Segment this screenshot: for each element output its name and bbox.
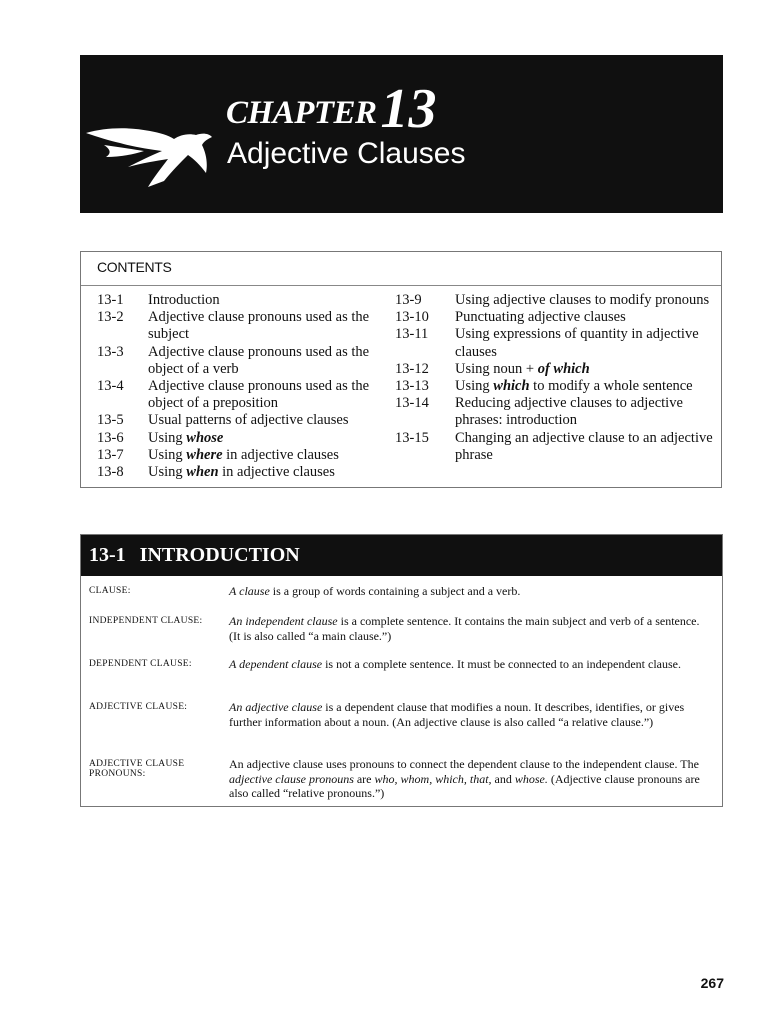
toc-text: Punctuating adjective clauses (455, 309, 626, 326)
toc-text-post: to modify a whole sentence (529, 378, 693, 395)
definition-term: ADJECTIVE CLAUSE: (89, 702, 188, 712)
toc-number: 13-1 (97, 292, 124, 308)
chapter-number: 13 (380, 78, 437, 140)
section-title: INTRODUCTION (139, 544, 300, 566)
toc-number: 13-11 (395, 326, 429, 343)
introduction-section (80, 534, 723, 807)
toc-keyword: of which (537, 360, 590, 377)
toc-text (455, 361, 715, 378)
toc-number: 13-13 (395, 378, 429, 395)
toc-text-pre: Using (148, 464, 187, 481)
toc-keyword: which (493, 378, 530, 395)
toc-text: Adjective clause pronouns used as the object of a preposition (148, 378, 370, 412)
definition-row (89, 584, 717, 599)
chapter-word: CHAPTER (226, 95, 377, 131)
chapter-banner (80, 55, 723, 213)
definition-row (89, 757, 717, 801)
definition-italic: A clause (229, 584, 270, 598)
definition-row (89, 700, 717, 729)
toc-item (395, 326, 715, 360)
contents-heading: CONTENTS (81, 252, 721, 286)
toc-number: 13-4 (97, 378, 124, 395)
toc-text: Adjective clause pronouns used as the object of a verb (148, 343, 370, 377)
definition-text-part: (Adjective clause pronouns are also called “relative pronouns.”) (229, 771, 700, 800)
toc-item (395, 378, 715, 395)
definition-term (89, 757, 229, 801)
toc-item (395, 430, 715, 464)
definition-text (229, 757, 717, 801)
definition-rest: is a group of words containing a subject and a verb. (269, 584, 521, 598)
toc-item (395, 361, 715, 378)
toc-text (148, 430, 397, 447)
definition-term: INDEPENDENT CLAUSE: (89, 616, 203, 626)
definition-italic: adjective clause pronouns (229, 771, 354, 786)
toc-item (97, 292, 397, 309)
toc-text (148, 464, 397, 481)
definition-text (229, 657, 717, 672)
toc-number: 13-15 (395, 429, 429, 446)
definition-term-line: PRONOUNS: (89, 769, 146, 779)
definition-text-part: and (491, 771, 515, 786)
toc-text: Using expressions of quantity in adjective clauses (455, 326, 699, 360)
definition-text (229, 700, 717, 729)
definition-italic: A dependent clause (229, 657, 323, 671)
toc-item (97, 309, 397, 343)
definition-italic: who, whom, which, that, (374, 771, 492, 786)
toc-text-pre: Using noun + (455, 360, 538, 377)
section-number: 13-1 (89, 544, 126, 566)
chapter-heading (226, 73, 437, 140)
toc-item (97, 412, 397, 429)
definition-term: DEPENDENT CLAUSE: (89, 659, 192, 669)
contents-left-column (97, 292, 397, 481)
section-heading (81, 535, 722, 576)
definition-row (89, 657, 717, 672)
toc-number: 13-2 (97, 309, 124, 326)
toc-number: 13-14 (395, 395, 429, 412)
definition-rest: is not a complete sentence. It must be connected to an independent clause. (322, 657, 681, 671)
toc-item (97, 447, 397, 464)
definition-italic: whose. (514, 771, 548, 786)
swallow-bird-icon (84, 91, 220, 187)
toc-item (395, 395, 715, 429)
definition-text-part: are (353, 771, 375, 786)
toc-text: Using adjective clauses to modify pronouns (455, 292, 710, 308)
toc-item (97, 430, 397, 447)
toc-text-pre: Using (148, 429, 187, 446)
toc-item (395, 309, 715, 326)
toc-item (395, 292, 715, 309)
toc-text (148, 447, 397, 464)
toc-text: Reducing adjective clauses to adjective phrases: introduction (455, 395, 683, 429)
toc-text: Changing an adjective clause to an adjective phrase (455, 429, 713, 463)
definition-text (229, 584, 717, 599)
toc-number: 13-5 (97, 412, 124, 429)
toc-item (97, 378, 397, 412)
definition-italic: An independent clause (229, 614, 338, 628)
toc-item (97, 344, 397, 378)
chapter-title: Adjective Clauses (227, 137, 466, 170)
definition-term: CLAUSE: (89, 586, 131, 596)
toc-keyword: where (186, 446, 223, 463)
definition-term-line: ADJECTIVE CLAUSE (89, 759, 185, 769)
toc-item (97, 464, 397, 481)
definition-italic: An adjective clause (229, 700, 323, 714)
toc-number: 13-3 (97, 343, 124, 360)
toc-keyword: when (186, 464, 219, 481)
toc-number: 13-7 (97, 446, 124, 463)
definition-row (89, 614, 717, 643)
page-number: 267 (700, 975, 724, 991)
toc-text: Adjective clause pronouns used as the subject (148, 309, 370, 343)
toc-number: 13-6 (97, 429, 124, 446)
toc-text: Usual patterns of adjective clauses (148, 412, 349, 429)
toc-text-pre: Using (455, 378, 494, 395)
toc-text (455, 378, 715, 395)
definition-rest: is a complete sentence. It contains the main subject and verb of a sentence. (It is also called “a main clause.”) (229, 614, 700, 643)
toc-text-pre: Using (148, 446, 187, 463)
definition-rest: is a dependent clause that modifies a noun. It describes, identifies, or gives further information about a noun. (An adjective clause is also called “a relative clause.”) (229, 700, 685, 729)
definition-text (229, 614, 717, 643)
toc-number: 13-9 (395, 292, 422, 308)
toc-text-post: in adjective clauses (222, 446, 339, 463)
toc-keyword: whose (186, 429, 224, 446)
toc-number: 13-8 (97, 464, 124, 481)
definition-text-part: An adjective clause uses pronouns to connect the dependent clause to the independent clause. The (229, 757, 699, 771)
toc-text-post: in adjective clauses (218, 464, 335, 481)
toc-text: Introduction (148, 292, 220, 308)
toc-number: 13-12 (395, 360, 429, 377)
toc-number: 13-10 (395, 309, 429, 326)
contents-right-column (395, 292, 715, 464)
contents-box (80, 251, 722, 488)
